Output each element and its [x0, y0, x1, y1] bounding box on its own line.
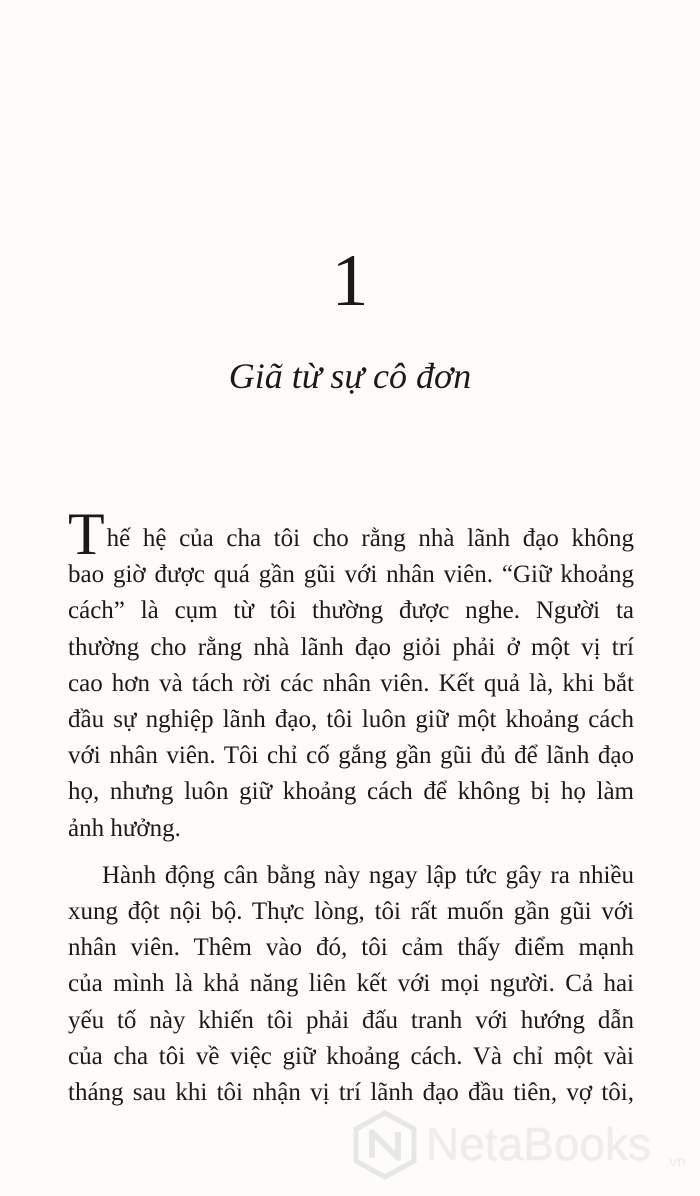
- text-line: họ, nhưng luôn giữ khoảng cách để không bị họ làm: [68, 778, 634, 806]
- text-line: của cha tôi về việc giữ khoảng cách. Và chỉ một vài: [68, 1042, 634, 1070]
- text-line: đầu sự nghiệp lãnh đạo, tôi luôn giữ một khoảng cách: [68, 706, 634, 734]
- text-line: tháng sau khi tôi nhận vị trí lãnh đạo đầu tiên, vợ tôi,: [68, 1079, 634, 1107]
- text-line: Thế hệ của cha tôi cho rằng nhà lãnh đạo không: [68, 501, 634, 567]
- chapter-title: Giã từ sự cô đơn: [228, 356, 472, 396]
- watermark-brand: NetaBooks: [426, 1118, 652, 1170]
- drop-cap: T: [68, 501, 105, 567]
- text-line: của mình là khả năng liên kết với mọi người. Cả hai: [68, 970, 634, 998]
- paragraph-1: [68, 501, 634, 847]
- text-line: ảnh hưởng.: [68, 814, 181, 842]
- text-line: bao giờ được quá gần gũi với nhân viên. “Giữ khoảng: [68, 561, 634, 589]
- text-line: cách” là cụm từ tôi thường được nghe. Người ta: [68, 597, 634, 625]
- text-line: với nhân viên. Tôi chỉ cố gắng gần gũi đủ để lãnh đạo: [68, 742, 634, 770]
- neta-logo-icon: [350, 1110, 420, 1180]
- text-line: xung đột nội bộ. Thực lòng, tôi rất muốn gần gũi với: [68, 898, 634, 926]
- watermark: [350, 1106, 686, 1186]
- chapter-body: [68, 501, 634, 1111]
- chapter-number: 1: [331, 240, 369, 322]
- watermark-suffix: .vn: [664, 1154, 686, 1171]
- text-line: Hành động cân bằng này ngay lập tức gây ra nhiều: [102, 861, 634, 889]
- text-line: thường cho rằng nhà lãnh đạo giỏi phải ở một vị trí: [68, 633, 634, 661]
- text-line: cao hơn và tách rời các nhân viên. Kết quả là, khi bắt: [68, 669, 634, 697]
- text-line: nhân viên. Thêm vào đó, tôi cảm thấy điểm mạnh: [68, 934, 634, 962]
- paragraph-2: [68, 858, 634, 1111]
- text-line: yếu tố này khiến tôi phải đấu tranh với hướng dẫn: [68, 1006, 634, 1034]
